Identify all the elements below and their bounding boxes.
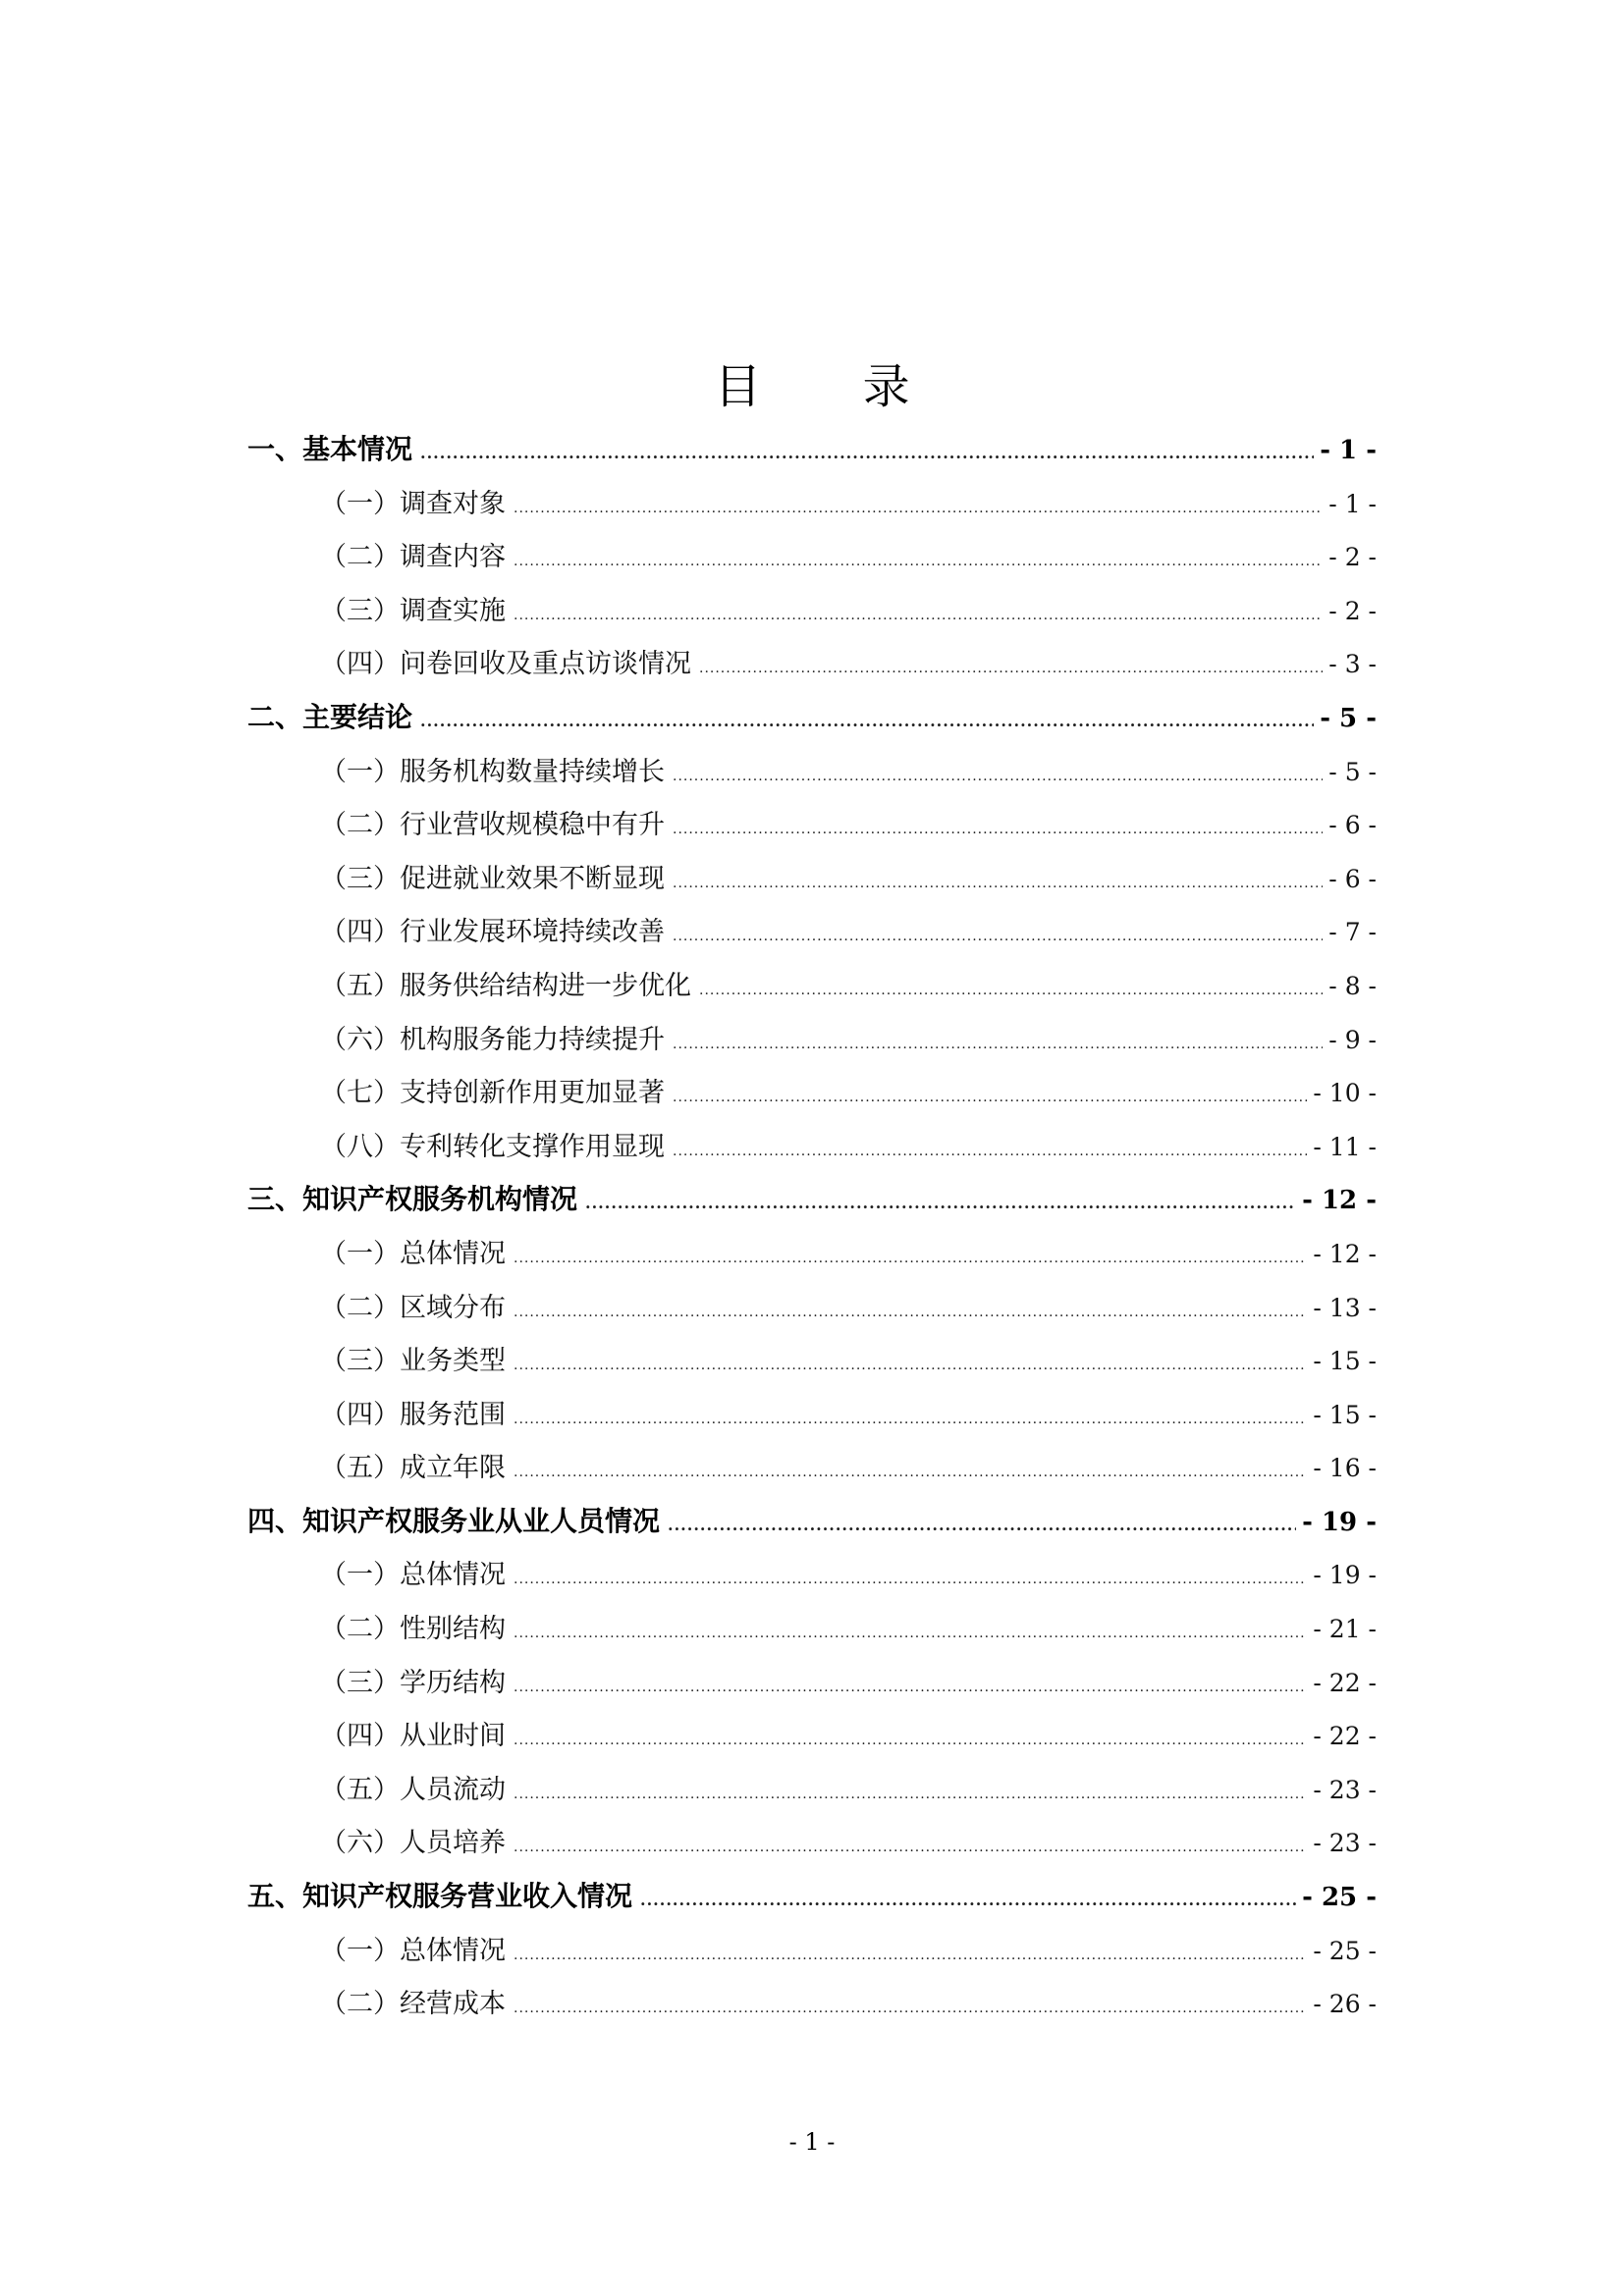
toc-entry-page: - 15 - [1313,1400,1377,1429]
toc-entry-page: - 26 - [1313,1990,1377,2019]
toc-entry-title: 基本情况 [302,433,413,465]
toc-entry-number: （一） [320,1560,400,1591]
toc-entry-title: 支持创新作用更加显著 [400,1078,665,1109]
toc-entry-number: （五） [320,1453,400,1484]
toc-entry-number: 二、 [247,700,303,733]
toc-entry-page: - 19 - [1302,1507,1377,1537]
toc-dot-leader [673,876,1323,891]
toc-entry-title: 服务供给结构进一步优化 [400,970,691,1001]
toc-section-entry[interactable] [247,910,1377,964]
toc-section-entry[interactable] [247,589,1377,643]
toc-section-entry[interactable] [247,1125,1377,1179]
toc-section-entry[interactable] [247,1446,1377,1500]
toc-dot-leader [514,1465,1307,1480]
toc-entry-title: 经营成本 [400,1989,506,2020]
toc-entry-number: 三、 [247,1183,303,1216]
toc-entry-title: 学历结构 [400,1667,506,1698]
toc-dot-leader [673,769,1323,784]
toc-dot-leader [420,712,1314,730]
toc-dot-leader [514,554,1323,569]
toc-entry-number: （三） [320,1667,400,1698]
toc-dot-leader [514,1948,1307,1963]
toc-entry-number: （二） [320,810,400,841]
toc-dot-leader [514,1626,1307,1641]
toc-entry-title: 调查内容 [400,542,506,573]
toc-dot-leader [514,1680,1307,1695]
toc-entry-page: - 9 - [1328,1025,1377,1054]
toc-dot-leader [514,2001,1307,2016]
toc-entry-title: 促进就业效果不断显现 [400,863,665,894]
toc-entry-title: 人员流动 [400,1774,506,1805]
toc-dot-leader [673,1090,1307,1105]
toc-entry-number: （三） [320,863,400,894]
toc-entry-title: 性别结构 [400,1614,506,1645]
toc-entry-title: 成立年限 [400,1453,506,1484]
toc-section-entry[interactable] [247,1393,1377,1447]
toc-entry-page: - 6 - [1328,811,1377,840]
toc-entry-title: 总体情况 [400,1935,506,1966]
toc-entry-page: - 5 - [1320,703,1377,733]
toc-dot-leader [668,1516,1296,1534]
toc-chapter-entry[interactable] [247,1178,1377,1232]
toc-entry-title: 从业时间 [400,1721,506,1752]
toc-entry-title: 知识产权服务营业收入情况 [302,1880,633,1913]
toc-entry-title: 总体情况 [400,1560,506,1591]
toc-entry-title: 服务机构数量持续增长 [400,756,665,787]
toc-dot-leader [673,929,1323,944]
toc-entry-title: 主要结论 [302,700,413,733]
toc-section-entry[interactable] [247,803,1377,857]
toc-entry-title: 行业营收规模稳中有升 [400,810,665,841]
toc-entry-title: 知识产权服务机构情况 [302,1183,578,1216]
toc-dot-leader [420,444,1314,462]
toc-entry-title: 区域分布 [400,1292,506,1323]
toc-dot-leader [514,1572,1307,1587]
toc-entry-page: - 1 - [1328,489,1377,518]
toc-entry-number: （二） [320,1292,400,1323]
toc-section-entry[interactable] [247,1821,1377,1875]
toc-entry-title: 服务范围 [400,1399,506,1430]
toc-entry-page: - 6 - [1328,864,1377,893]
toc-section-entry[interactable] [247,1286,1377,1340]
toc-entry-number: （一） [320,488,400,519]
toc-dot-leader [699,983,1323,998]
toc-entry-number: （五） [320,970,400,1001]
toc-dot-leader [673,822,1323,837]
toc-entry-number: （二） [320,1989,400,2020]
toc-section-entry[interactable] [247,642,1377,696]
toc-dot-leader [640,1891,1296,1909]
page-number: - 1 - [788,2128,836,2156]
toc-section-entry[interactable] [247,750,1377,804]
toc-entry-page: - 1 - [1320,436,1377,465]
toc-entry-number: （一） [320,1238,400,1269]
toc-dot-leader [514,1251,1307,1266]
toc-entry-page: - 19 - [1313,1561,1377,1590]
toc-section-entry[interactable] [247,1232,1377,1286]
toc-entry-number: （三） [320,595,400,626]
toc-entry-title: 调查对象 [400,488,506,519]
toc-entry-page: - 12 - [1302,1186,1377,1216]
toc-entry-title: 机构服务能力持续提升 [400,1024,665,1055]
toc-section-entry[interactable] [247,1018,1377,1072]
toc-entry-title: 专利转化支撑作用显现 [400,1131,665,1162]
toc-chapter-entry[interactable] [247,428,1377,482]
toc-entry-page: - 13 - [1313,1293,1377,1322]
toc-entry-number: （四） [320,1721,400,1752]
toc-section-entry[interactable] [247,964,1377,1018]
toc-section-entry[interactable] [247,1661,1377,1715]
table-of-contents [247,428,1377,2036]
toc-dot-leader [514,501,1323,516]
toc-entry-number: 五、 [247,1880,303,1913]
toc-entry-number: （四） [320,649,400,680]
toc-entry-number: 一、 [247,433,303,465]
toc-entry-number: （八） [320,1131,400,1162]
toc-entry-number: （六） [320,1828,400,1859]
toc-entry-page: - 16 - [1313,1454,1377,1483]
toc-entry-page: - 3 - [1328,650,1377,679]
toc-entry-number: （四） [320,917,400,948]
toc-dot-leader [514,1733,1307,1748]
toc-section-entry[interactable] [247,1768,1377,1822]
toc-entry-title: 行业发展环境持续改善 [400,917,665,948]
toc-entry-page: - 23 - [1313,1829,1377,1858]
toc-entry-number: （一） [320,1935,400,1966]
toc-entry-page: - 8 - [1328,971,1377,1000]
toc-entry-number: （一） [320,756,400,787]
toc-dot-leader [514,1840,1307,1855]
toc-section-entry[interactable] [247,1607,1377,1661]
toc-title: 目 录 [714,359,953,414]
toc-dot-leader [585,1194,1296,1212]
toc-entry-page: - 25 - [1313,1936,1377,1965]
toc-dot-leader [514,1412,1307,1427]
toc-entry-number: （五） [320,1774,400,1805]
toc-entry-number: 四、 [247,1504,303,1537]
toc-entry-page: - 2 - [1328,596,1377,625]
toc-chapter-entry[interactable] [247,1500,1377,1554]
toc-entry-number: （六） [320,1024,400,1055]
toc-section-entry[interactable] [247,857,1377,911]
toc-dot-leader [699,661,1323,676]
toc-entry-number: （三） [320,1346,400,1377]
toc-entry-title: 人员培养 [400,1828,506,1859]
toc-entry-number: （二） [320,1614,400,1645]
toc-entry-title: 问卷回收及重点访谈情况 [400,649,691,680]
toc-entry-number: （二） [320,542,400,573]
toc-section-entry[interactable] [247,1929,1377,1983]
toc-section-entry[interactable] [247,1982,1377,2036]
toc-entry-page: - 5 - [1328,757,1377,786]
toc-section-entry[interactable] [247,482,1377,536]
toc-dot-leader [514,1787,1307,1802]
toc-entry-number: （四） [320,1399,400,1430]
toc-dot-leader [673,1144,1307,1159]
toc-chapter-entry[interactable] [247,696,1377,750]
toc-entry-page: - 23 - [1313,1775,1377,1804]
toc-entry-page: - 10 - [1313,1079,1377,1108]
toc-section-entry[interactable] [247,1339,1377,1393]
toc-entry-page: - 15 - [1313,1347,1377,1376]
toc-entry-page: - 22 - [1313,1668,1377,1697]
toc-entry-page: - 21 - [1313,1615,1377,1644]
toc-entry-page: - 12 - [1313,1239,1377,1268]
toc-entry-page: - 7 - [1328,918,1377,947]
toc-entry-title: 业务类型 [400,1346,506,1377]
toc-section-entry[interactable] [247,1553,1377,1607]
toc-dot-leader [514,1358,1307,1373]
toc-entry-page: - 22 - [1313,1722,1377,1751]
toc-section-entry[interactable] [247,1714,1377,1768]
toc-entry-page: - 11 - [1313,1132,1377,1161]
toc-entry-title: 总体情况 [400,1238,506,1269]
toc-entry-title: 调查实施 [400,595,506,626]
toc-section-entry[interactable] [247,535,1377,589]
toc-entry-page: - 25 - [1302,1883,1377,1913]
toc-chapter-entry[interactable] [247,1875,1377,1929]
toc-dot-leader [673,1037,1323,1052]
toc-dot-leader [514,608,1323,623]
toc-dot-leader [514,1305,1307,1320]
toc-section-entry[interactable] [247,1071,1377,1125]
toc-entry-title: 知识产权服务业从业人员情况 [302,1504,661,1537]
toc-entry-number: （七） [320,1078,400,1109]
toc-entry-page: - 2 - [1328,543,1377,572]
